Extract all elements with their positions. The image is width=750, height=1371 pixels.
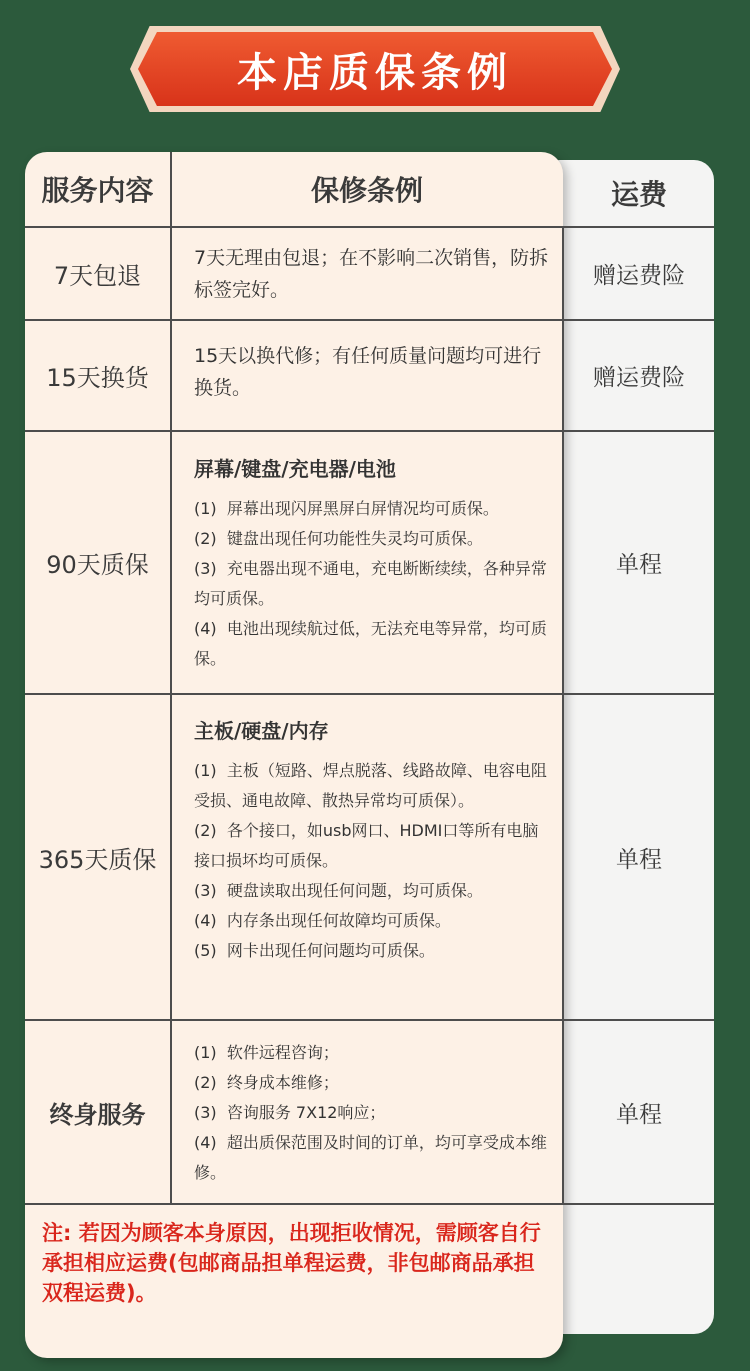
list-item: (2) 键盘出现任何功能性失灵均可质保。 [194,529,483,548]
service-365day-warranty: 365天质保 [38,845,157,874]
banner-title: 本店质保条例 [237,49,513,96]
list-item: (3) 硬盘读取出现任何问题，均可质保。 [194,881,483,900]
terms-365day-list [194,756,554,966]
fee-15day-exchange: 赠运费险 [593,365,685,391]
fee-lifetime: 单程 [616,1101,662,1128]
footnote: 注: 若因为顾客本身原因，出现拒收情况，需顾客自行承担相应运费(包邮商品担单程运费，非包邮商品承担双程运费)。 [42,1221,541,1305]
list-item: (1) 软件远程咨询； [194,1043,339,1062]
header-fee: 运费 [610,178,667,211]
service-lifetime: 终身服务 [49,1100,146,1129]
terms-7day-return: 7天无理由包退；在不影响二次销售，防拆标签完好。 [194,247,549,301]
terms-90day-title: 屏幕/键盘/充电器/电池 [194,457,396,481]
terms-lifetime [194,1038,554,1188]
terms-365day-warranty [194,716,554,966]
header-service: 服务内容 [41,174,154,207]
fee-90day-warranty: 单程 [616,552,662,578]
divider [170,152,172,1204]
list-item: (4) 内存条出现任何故障均可质保。 [194,911,451,930]
list-item: (4) 电池出现续航过低，无法充电等异常，均可质保。 [194,619,547,668]
divider [25,1203,714,1205]
list-item: (1) 屏幕出现闪屏黑屏白屏情况均可质保。 [194,499,499,518]
terms-15day-exchange: 15天以换代修；有任何质量问题均可进行换货。 [194,345,542,399]
list-item: (3) 咨询服务 7X12响应； [194,1103,386,1122]
list-item: (4) 超出质保范围及时间的订单，均可享受成本维修。 [194,1133,547,1182]
list-item: (2) 终身成本维修； [194,1073,339,1092]
terms-90day-list [194,494,554,674]
service-15day-exchange: 15天换货 [46,364,149,392]
list-item: (5) 网卡出现任何问题均可质保。 [194,941,435,960]
terms-90day-warranty [194,454,554,674]
list-item: (3) 充电器出现不通电，充电断断续续，各种异常均可质保。 [194,559,547,608]
terms-lifetime-list [194,1038,554,1188]
service-7day-return: 7天包退 [53,262,142,290]
service-90day-warranty: 90天质保 [46,551,149,579]
title-banner [130,26,620,112]
terms-365day-title: 主板/硬盘/内存 [194,719,329,743]
list-item: (2) 各个接口，如usb网口、HDMI口等所有电脑接口损坏均可质保。 [194,821,539,870]
header-terms: 保修条例 [310,174,423,207]
list-item: (1) 主板（短路、焊点脱落、线路故障、电容电阻受损、通电故障、散热异常均可质保）。 [194,761,547,810]
fee-7day-return: 赠运费险 [593,263,685,289]
fee-365day-warranty: 单程 [616,846,662,873]
